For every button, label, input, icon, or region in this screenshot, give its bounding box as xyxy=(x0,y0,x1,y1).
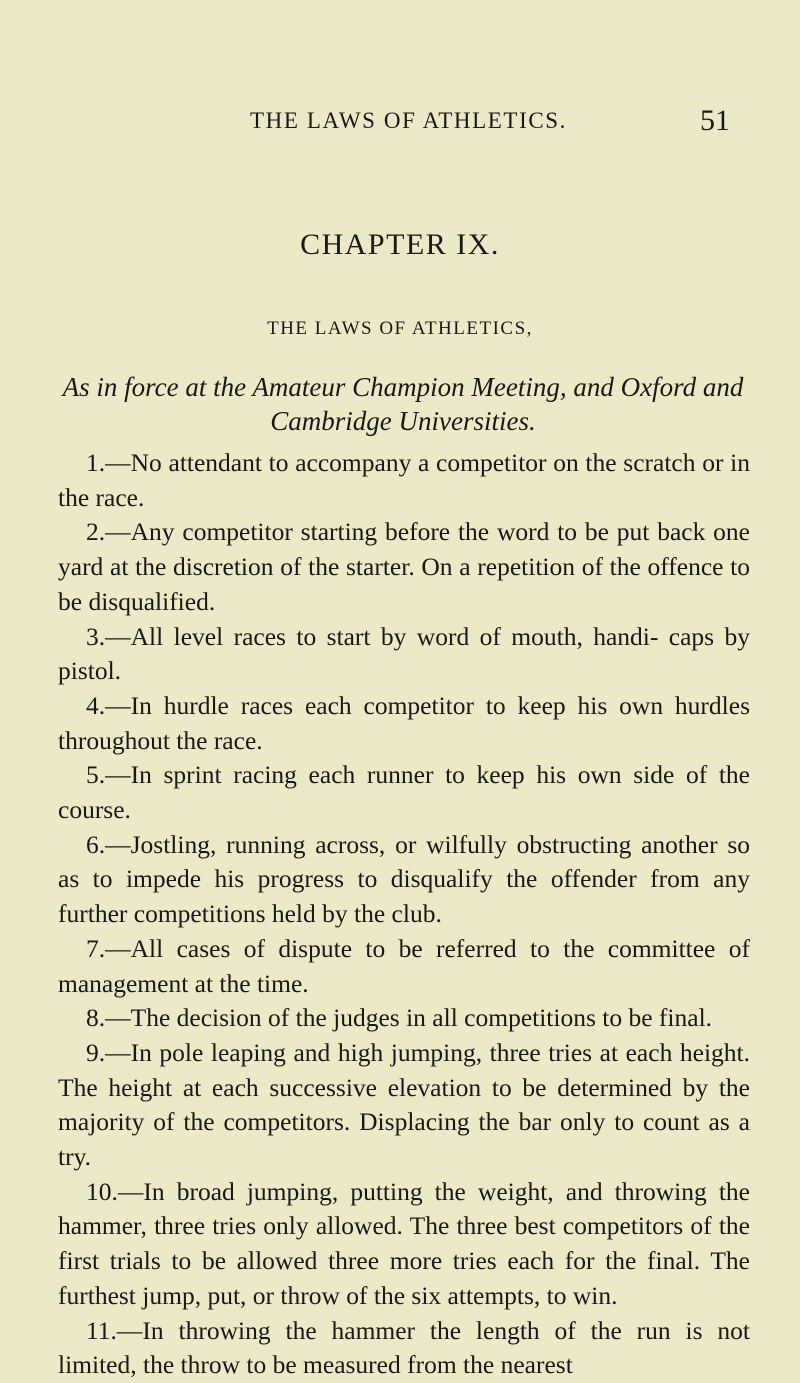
page-number: 51 xyxy=(700,104,730,137)
chapter-heading: CHAPTER IX. xyxy=(300,228,500,261)
rule-item: 1.—No attendant to accompany a competitor on the scratch or in the race. xyxy=(58,448,750,512)
rule-item: 11.—In throwing the hammer the length of the run is not limited, the throw to be measured from the nearest xyxy=(58,1315,750,1380)
rule-item: 9.—In pole leaping and high jumping, three tries at each height. The height at each successive elevation to be determined by the majority of the competitors. Displacing the bar only to count as a try. xyxy=(58,1037,750,1172)
rule-item: 10.—In broad jumping, putting the weight, and throwing the hammer, three tries only allowed. The three best competitors of the first trials to be allowed three more tries each for the final. The furthest jump, put, or throw of the six attempts, to win. xyxy=(58,1176,750,1310)
chapter-subtitle: As in force at the Amateur Champion Meeting, and Oxford and Cambridge Universities. xyxy=(62,372,744,436)
section-title: THE LAWS OF ATHLETICS, xyxy=(267,318,533,339)
rule-item: 2.—Any competitor starting before the word to be put back one yard at the discretion of the starter. On a repetition of the offence to be disqualified. xyxy=(58,517,750,616)
running-head xyxy=(0,104,800,148)
rules-list xyxy=(58,446,750,1383)
rule-item: 4.—In hurdle races each competitor to keep his own hurdles throughout the race. xyxy=(58,690,750,755)
rule-item: 3.—All level races to start by word of mouth, handi- caps by pistol. xyxy=(58,621,750,686)
rule-item: 8.—The decision of the judges in all competitions to be final. xyxy=(86,1003,713,1033)
rule-item: 6.—Jostling, running across, or wilfully obstructing another so as to impede his progress to disqualify the offender from any further competitions held by the club. xyxy=(58,829,750,929)
rule-item: 5.—In sprint racing each runner to keep his own side of the course. xyxy=(58,760,750,825)
rule-item: 7.—All cases of dispute to be referred to the committee of management at the time. xyxy=(58,933,750,998)
running-title: THE LAWS OF ATHLETICS. xyxy=(250,108,568,133)
